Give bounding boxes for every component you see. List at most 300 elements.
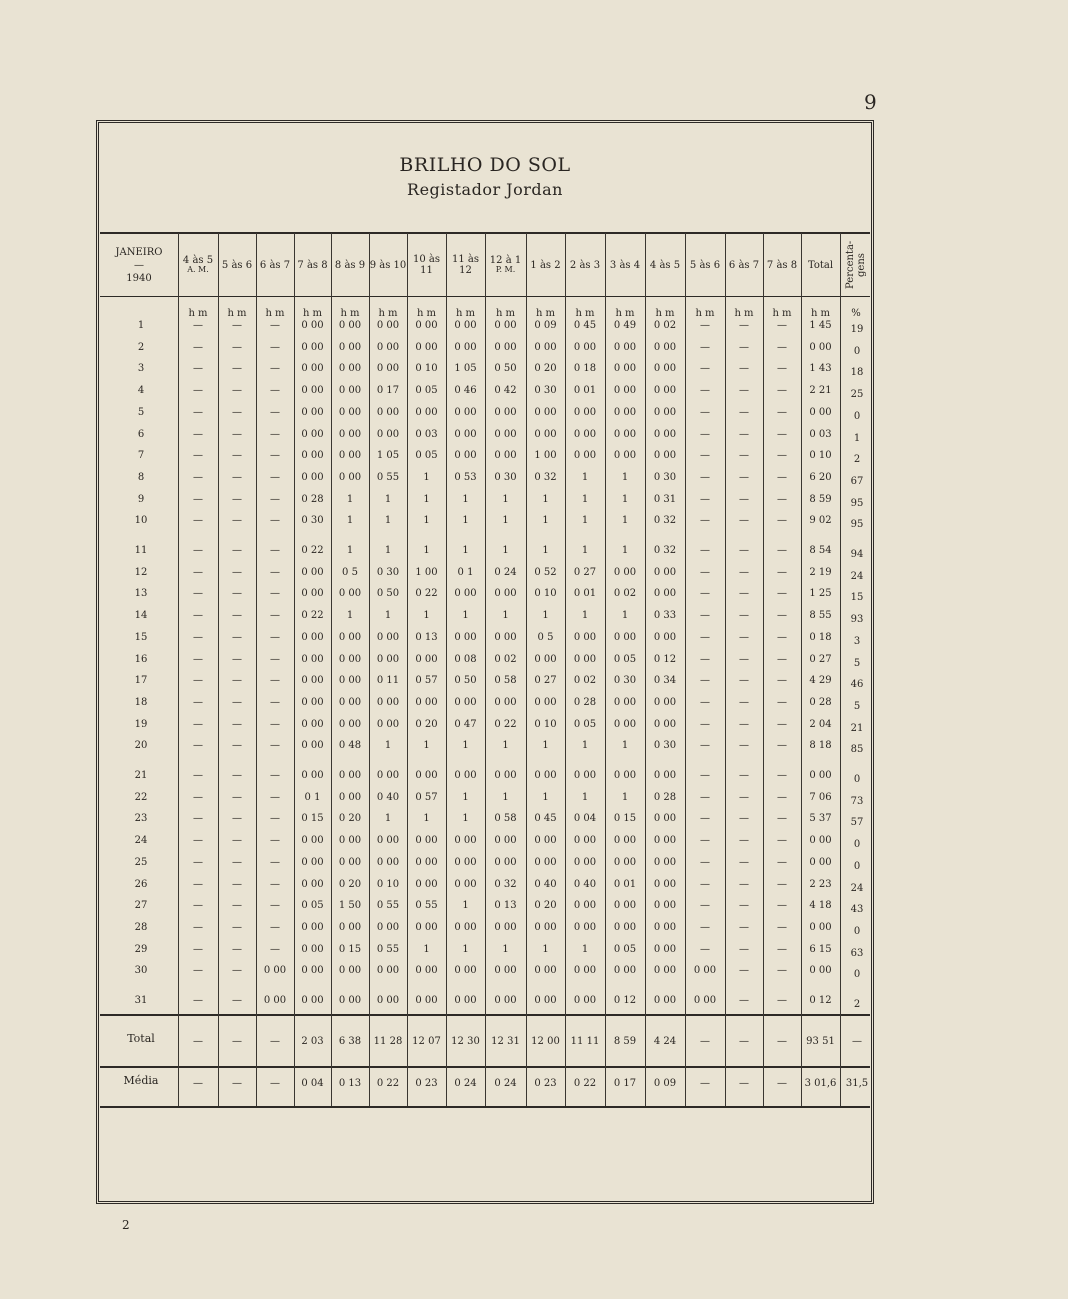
- table-cell: —: [270, 341, 280, 353]
- table-cell: 1: [384, 493, 392, 505]
- table-cell: 1: [542, 515, 549, 527]
- table-cell: 0 00: [338, 631, 362, 643]
- table-cell: 0 00: [653, 878, 677, 890]
- table-cell: 1: [621, 610, 629, 622]
- table-cell: 0 05: [415, 450, 438, 462]
- table-cell: 1: [423, 515, 430, 527]
- table-cell: 1: [346, 610, 354, 622]
- table-cell: 0 22: [301, 610, 324, 622]
- table-cell: —: [777, 878, 787, 890]
- table-cell: 1: [502, 610, 509, 622]
- table-cell: —: [739, 631, 749, 643]
- pct-cell: 15: [850, 592, 864, 604]
- table-cell: 0 52: [534, 566, 557, 578]
- pct-cell: 24: [850, 882, 864, 894]
- unit-label: h m: [227, 308, 247, 319]
- table-cell: —: [777, 545, 787, 556]
- table-cell: 0 00: [653, 428, 677, 440]
- column-header-label: 1 às 2: [530, 259, 561, 271]
- table-cell: 0 40: [534, 878, 557, 890]
- table-cell: 1: [423, 943, 430, 955]
- table-cell: 0 00: [376, 965, 400, 977]
- table-cell: —: [700, 740, 710, 752]
- table-cell: —: [700, 770, 710, 781]
- table-cell: 1: [423, 813, 430, 825]
- table-cell: 1: [502, 943, 509, 955]
- pct-cell: 24: [850, 570, 864, 582]
- table-cell: 0 00: [534, 406, 557, 418]
- table-cell: 0 00: [534, 770, 557, 781]
- pct-cell: 93: [850, 614, 864, 626]
- day-label: 21: [134, 770, 148, 781]
- table-cell: 0 00: [301, 878, 324, 890]
- day-label: 23: [134, 813, 148, 825]
- table-cell: —: [739, 363, 749, 375]
- table-cell: 0 00: [376, 631, 400, 643]
- table-cell: 1 50: [338, 900, 362, 912]
- pct-cell: 63: [850, 947, 864, 959]
- table-cell: 0 50: [494, 363, 517, 375]
- table-cell: 0 00: [376, 696, 400, 708]
- table-cell: 0 00: [653, 588, 677, 600]
- media-row-cell: 0 13: [338, 1078, 362, 1089]
- column-header: [256, 234, 294, 296]
- table-cell: 0 00: [338, 965, 362, 977]
- table-cell: —: [700, 385, 710, 397]
- table-cell: 0 00: [653, 965, 677, 977]
- table-cell: —: [193, 791, 203, 803]
- table-cell: 1: [462, 740, 469, 752]
- table-cell: —: [193, 406, 203, 418]
- table-cell: 0 55: [415, 900, 438, 912]
- table-cell: 0 00: [653, 943, 677, 955]
- table-cell: —: [700, 320, 710, 331]
- table-cell: 8 59: [809, 493, 832, 505]
- table-cell: —: [739, 696, 749, 708]
- table-cell: —: [777, 675, 787, 687]
- table-cell: —: [270, 566, 280, 578]
- table-cell: 1: [502, 515, 509, 527]
- table-cell: 0 00: [454, 428, 477, 440]
- table-cell: —: [270, 718, 280, 730]
- table-cell: 1: [542, 943, 549, 955]
- unit-label: h m: [810, 308, 831, 319]
- table-cell: 1: [581, 471, 589, 483]
- table-cell: 0 00: [301, 363, 324, 375]
- table-cell: 1: [346, 493, 354, 505]
- table-cell: —: [739, 320, 749, 331]
- column-header: [685, 234, 725, 296]
- table-cell: 1: [581, 740, 589, 752]
- table-cell: 0 00: [573, 921, 597, 933]
- table-cell: —: [193, 856, 203, 868]
- table-cell: 1: [621, 471, 629, 483]
- column-header-sublabel: P. M.: [495, 265, 516, 275]
- table-cell: —: [232, 341, 242, 353]
- table-cell: —: [700, 878, 710, 890]
- table-cell: —: [232, 493, 242, 505]
- table-cell: 0 00: [301, 696, 324, 708]
- table-cell: —: [700, 631, 710, 643]
- day-label: 15: [134, 631, 148, 643]
- table-cell: —: [232, 813, 242, 825]
- table-cell: 0 00: [415, 835, 438, 847]
- table-cell: 0 00: [809, 856, 832, 868]
- table-cell: 1: [621, 545, 629, 556]
- total-row-cell: 8 59: [613, 1036, 637, 1047]
- table-cell: 1: [462, 943, 469, 955]
- table-cell: 0 20: [338, 813, 362, 825]
- column-header-label: 8 às 9: [334, 259, 366, 271]
- column-header: [645, 234, 685, 296]
- pct-cell: 0: [853, 925, 861, 937]
- table-cell: —: [777, 995, 787, 1006]
- table-cell: —: [232, 588, 242, 600]
- table-cell: —: [739, 653, 749, 665]
- table-cell: 0 00: [573, 653, 597, 665]
- table-cell: 0 02: [653, 320, 677, 331]
- table-cell: 0 00: [809, 921, 832, 933]
- table-cell: —: [193, 995, 203, 1006]
- column-header-sublabel: A. M.: [187, 265, 209, 275]
- table-cell: —: [777, 515, 787, 527]
- table-cell: —: [193, 770, 203, 781]
- table-cell: —: [777, 965, 787, 977]
- table-cell: 0 00: [415, 320, 438, 331]
- table-cell: 0 00: [415, 696, 438, 708]
- table-cell: 8 18: [809, 740, 832, 752]
- table-cell: 0 00: [573, 450, 597, 462]
- table-cell: 0 00: [338, 406, 362, 418]
- table-cell: 1: [384, 740, 392, 752]
- table-cell: —: [270, 545, 280, 556]
- table-cell: 0 00: [494, 588, 517, 600]
- column-header-label: 7 às 8: [766, 259, 798, 271]
- table-cell: 1: [462, 493, 469, 505]
- table-cell: —: [777, 943, 787, 955]
- table-cell: —: [270, 471, 280, 483]
- table-cell: 0 00: [301, 770, 324, 781]
- table-cell: 0 00: [376, 363, 400, 375]
- table-cell: —: [232, 471, 242, 483]
- table-cell: —: [739, 341, 749, 353]
- table-cell: 0 30: [653, 471, 677, 483]
- table-cell: —: [232, 610, 242, 622]
- media-row-cell: 0 09: [653, 1078, 677, 1089]
- total-row-cell: —: [232, 1036, 242, 1047]
- table-cell: 0 15: [338, 943, 362, 955]
- table-cell: 8 55: [809, 610, 832, 622]
- table-cell: 0 45: [534, 813, 557, 825]
- table-cell: —: [193, 878, 203, 890]
- table-cell: 0 09: [534, 320, 557, 331]
- total-row-cell: 12 00: [531, 1036, 560, 1047]
- table-cell: —: [270, 813, 280, 825]
- media-row-cell: 0 22: [376, 1078, 400, 1089]
- table-cell: 0 00: [494, 428, 517, 440]
- table-cell: —: [777, 696, 787, 708]
- table-cell: 0 00: [809, 406, 832, 418]
- table-cell: 0 57: [415, 791, 438, 803]
- table-cell: 0 00: [494, 450, 517, 462]
- signature-mark: 2: [122, 1218, 130, 1232]
- table-cell: —: [777, 493, 787, 505]
- table-cell: 2 19: [809, 566, 832, 578]
- day-label: 19: [134, 718, 148, 730]
- table-cell: 0 00: [454, 341, 477, 353]
- table-cell: 1: [384, 813, 392, 825]
- table-cell: —: [193, 921, 203, 933]
- table-cell: 9 02: [809, 515, 832, 527]
- table-cell: —: [700, 341, 710, 353]
- table-cell: 0 50: [376, 588, 400, 600]
- table-cell: —: [777, 718, 787, 730]
- table-cell: 1: [423, 471, 430, 483]
- table-cell: 0 00: [653, 406, 677, 418]
- table-cell: —: [270, 450, 280, 462]
- table-cell: 0 00: [693, 965, 717, 977]
- page-number: 9: [864, 90, 877, 114]
- table-cell: 0 30: [494, 471, 517, 483]
- table-cell: 0 00: [338, 995, 362, 1006]
- table-cell: —: [739, 385, 749, 397]
- day-label: 17: [134, 675, 148, 687]
- unit-label: h m: [455, 308, 476, 319]
- table-cell: 1: [423, 740, 430, 752]
- table-cell: —: [193, 835, 203, 847]
- table-cell: 0 00: [653, 696, 677, 708]
- total-row-pct: —: [852, 1036, 862, 1047]
- table-cell: 0 00: [301, 428, 324, 440]
- table-cell: —: [270, 770, 280, 781]
- table-cell: 0 00: [494, 696, 517, 708]
- table-cell: 0 34: [653, 675, 677, 687]
- table-cell: 1: [462, 515, 469, 527]
- table-cell: 0 00: [415, 770, 438, 781]
- table-cell: 0 00: [494, 835, 517, 847]
- unit-label: h m: [416, 308, 437, 319]
- column-header: [218, 234, 256, 296]
- table-cell: —: [700, 791, 710, 803]
- table-cell: 0 00: [301, 965, 324, 977]
- table-cell: —: [193, 493, 203, 505]
- table-cell: 0 00: [301, 566, 324, 578]
- table-cell: 0 00: [301, 921, 324, 933]
- total-row-cell: 12 30: [451, 1036, 480, 1047]
- total-row-cell: —: [270, 1036, 280, 1047]
- pct-cell: 2: [853, 454, 861, 466]
- table-cell: 1: [423, 545, 430, 556]
- table-cell: 0 00: [809, 770, 832, 781]
- table-cell: 1: [502, 493, 509, 505]
- table-cell: 0 00: [494, 341, 517, 353]
- table-cell: —: [739, 610, 749, 622]
- table-cell: —: [777, 813, 787, 825]
- table-cell: 0 28: [573, 696, 597, 708]
- table-cell: 0 00: [301, 718, 324, 730]
- table-cell: —: [193, 943, 203, 955]
- table-cell: 0 20: [534, 363, 557, 375]
- table-cell: 0 00: [573, 341, 597, 353]
- pct-cell: 0: [853, 839, 861, 851]
- table-cell: —: [700, 450, 710, 462]
- table-cell: 0 00: [454, 450, 477, 462]
- media-row-label: Média: [123, 1074, 159, 1087]
- table-cell: 0 00: [338, 675, 362, 687]
- table-cell: 1: [423, 493, 430, 505]
- table-cell: 0 10: [415, 363, 438, 375]
- table-cell: —: [270, 631, 280, 643]
- table-cell: —: [700, 921, 710, 933]
- total-row-cell: 12 07: [412, 1036, 441, 1047]
- table-cell: —: [739, 718, 749, 730]
- column-header: [407, 234, 446, 296]
- table-cell: 0 00: [454, 406, 477, 418]
- table-cell: 0 00: [338, 341, 362, 353]
- table-cell: —: [777, 770, 787, 781]
- table-cell: 0 00: [301, 835, 324, 847]
- table-cell: —: [270, 791, 280, 803]
- table-cell: —: [777, 320, 787, 331]
- table-cell: 0 10: [534, 718, 557, 730]
- table-cell: —: [777, 406, 787, 418]
- column-header: [763, 234, 801, 296]
- table-cell: 0 00: [338, 835, 362, 847]
- table-cell: 0 11: [376, 675, 400, 687]
- table-cell: 0 30: [653, 740, 677, 752]
- table-cell: 0 00: [573, 631, 597, 643]
- table-cell: —: [739, 921, 749, 933]
- table-cell: —: [739, 791, 749, 803]
- total-row-cell: 6 38: [338, 1036, 362, 1047]
- column-header-label: 12 à 1: [489, 255, 522, 267]
- table-cell: 0 15: [301, 813, 324, 825]
- table-cell: —: [739, 813, 749, 825]
- table-cell: —: [270, 696, 280, 708]
- table-cell: 0 00: [494, 631, 517, 643]
- table-cell: 1: [621, 515, 629, 527]
- table-cell: —: [232, 835, 242, 847]
- table-cell: —: [270, 675, 280, 687]
- month-label-line: 1940: [126, 272, 152, 284]
- column-header-label: 6 às 7: [259, 259, 291, 271]
- pct-cell: 43: [850, 904, 864, 916]
- pct-cell: 5: [853, 657, 861, 669]
- day-label: 22: [134, 791, 148, 803]
- table-cell: 0 00: [301, 406, 324, 418]
- table-cell: 0 00: [338, 363, 362, 375]
- table-cell: 0 55: [376, 943, 400, 955]
- day-label: 26: [134, 878, 148, 890]
- pct-cell: 73: [850, 795, 864, 807]
- day-label: 29: [134, 943, 148, 955]
- table-cell: 0 00: [494, 995, 517, 1006]
- media-row-cell: 0 23: [534, 1078, 557, 1089]
- table-cell: —: [193, 900, 203, 912]
- table-cell: 0 00: [454, 770, 477, 781]
- table-cell: 0 10: [376, 878, 400, 890]
- table-cell: 0 00: [809, 835, 832, 847]
- day-label: 18: [134, 696, 148, 708]
- media-row-cell: 0 24: [454, 1078, 477, 1089]
- unit-label: h m: [575, 308, 595, 319]
- table-cell: 0 08: [454, 653, 477, 665]
- table-cell: 0 32: [653, 545, 677, 556]
- table-cell: 0 00: [376, 320, 400, 331]
- total-row-cell: —: [700, 1036, 710, 1047]
- day-label: 20: [134, 740, 148, 752]
- table-cell: 0 49: [613, 320, 637, 331]
- day-label: 24: [134, 835, 148, 847]
- media-row-cell: 0 22: [573, 1078, 597, 1089]
- table-cell: 0 00: [573, 900, 597, 912]
- table-cell: 0 18: [573, 363, 597, 375]
- table-cell: 1: [581, 943, 589, 955]
- day-label: 31: [134, 995, 148, 1006]
- table-header: [96, 120, 874, 232]
- table-cell: 1: [462, 791, 469, 803]
- table-cell: 0 00: [338, 385, 362, 397]
- unit-label: h m: [302, 308, 323, 319]
- table-cell: —: [193, 631, 203, 643]
- table-cell: 0 05: [613, 943, 637, 955]
- table-cell: 0 01: [573, 385, 597, 397]
- pct-cell: 21: [850, 722, 864, 734]
- table-cell: 4 18: [809, 900, 832, 912]
- table-cell: —: [270, 493, 280, 505]
- column-header-label: 6 às 7: [728, 259, 760, 271]
- column-header: [605, 234, 645, 296]
- table-cell: —: [232, 363, 242, 375]
- column-header: [178, 234, 218, 296]
- column-header-label: 9 às 10: [369, 259, 407, 271]
- total-row-cell: —: [777, 1036, 787, 1047]
- table-cell: 0 00: [376, 341, 400, 353]
- table-cell: 0 00: [534, 696, 557, 708]
- table-cell: 0 12: [809, 995, 832, 1006]
- table-cell: 0 05: [301, 900, 324, 912]
- table-cell: —: [270, 363, 280, 375]
- table-cell: 0 00: [534, 428, 557, 440]
- table-cell: 0 00: [613, 718, 637, 730]
- table-cell: 0 00: [653, 363, 677, 375]
- table-cell: 0 33: [653, 610, 677, 622]
- media-row-pct: 31,5: [845, 1078, 869, 1089]
- table-cell: 0 00: [573, 995, 597, 1006]
- table-cell: —: [777, 588, 787, 600]
- table-cell: —: [700, 493, 710, 505]
- table-cell: 0 00: [693, 995, 717, 1006]
- table-cell: 0 00: [454, 965, 477, 977]
- unit-label: h m: [535, 308, 556, 319]
- column-header-label: 5 às 6: [221, 259, 253, 271]
- table-cell: —: [700, 363, 710, 375]
- table-cell: 0 00: [415, 406, 438, 418]
- table-cell: —: [270, 385, 280, 397]
- table-cell: —: [232, 696, 242, 708]
- table-cell: —: [270, 428, 280, 440]
- table-cell: —: [777, 341, 787, 353]
- table-cell: —: [777, 566, 787, 578]
- table-cell: 0 30: [613, 675, 637, 687]
- table-cell: 0 00: [653, 341, 677, 353]
- table-cell: —: [777, 653, 787, 665]
- table-cell: 0 13: [494, 900, 517, 912]
- day-label: 16: [134, 653, 148, 665]
- table-cell: 0 00: [338, 428, 362, 440]
- month-label-line: JANEIRO: [115, 246, 163, 258]
- pct-cell: 95: [850, 497, 864, 509]
